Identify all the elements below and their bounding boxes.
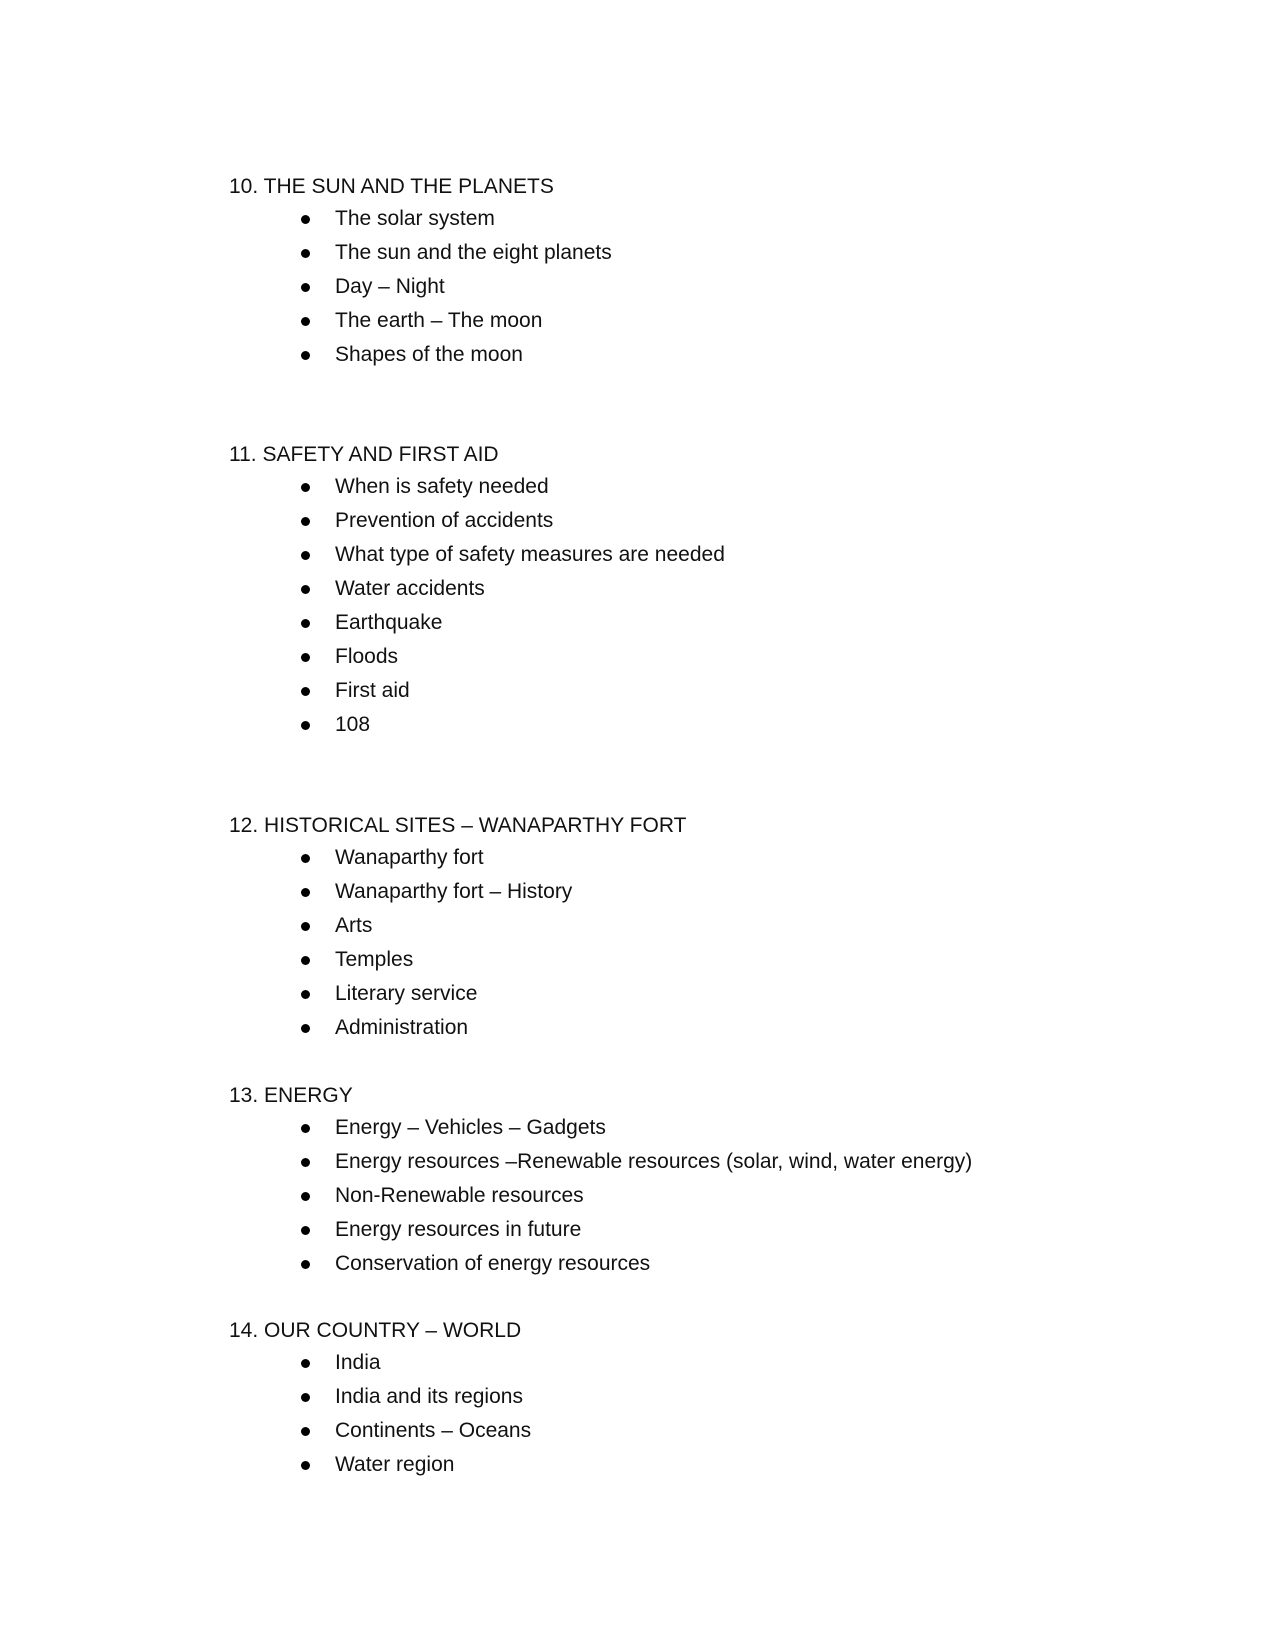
list-item-text: The sun and the eight planets [335, 241, 612, 264]
topic-list [229, 470, 1129, 742]
list-item [229, 270, 1129, 304]
list-item-text: Earthquake [335, 611, 443, 634]
bullet-icon [301, 1427, 310, 1436]
list-item [229, 1247, 1129, 1281]
list-item-text: Conservation of energy resources [335, 1252, 651, 1275]
section-heading: 11. SAFETY AND FIRST AID [229, 443, 499, 466]
section-heading: 10. THE SUN AND THE PLANETS [229, 175, 554, 198]
bullet-icon [301, 956, 310, 965]
topic-list [229, 202, 1129, 372]
list-item [229, 1448, 1129, 1482]
list-item [229, 909, 1129, 943]
list-item-text: When is safety needed [335, 475, 549, 498]
bullet-icon [301, 1024, 310, 1033]
list-item [229, 943, 1129, 977]
section-safety-and-first-aid [229, 440, 1129, 742]
list-item-text: The solar system [335, 207, 495, 230]
list-item [229, 841, 1129, 875]
list-item [229, 1111, 1129, 1145]
list-item [229, 470, 1129, 504]
list-item [229, 1213, 1129, 1247]
list-item [229, 538, 1129, 572]
bullet-icon [301, 483, 310, 492]
list-item [229, 977, 1129, 1011]
list-item [229, 236, 1129, 270]
bullet-icon [301, 990, 310, 999]
bullet-icon [301, 922, 310, 931]
bullet-icon [301, 1226, 310, 1235]
section-sun-and-planets [229, 172, 1129, 372]
list-item [229, 1011, 1129, 1045]
list-item-text: First aid [335, 679, 410, 702]
topic-list [229, 841, 1129, 1045]
list-item-text: Energy resources –Renewable resources (solar, wind, water energy) [335, 1150, 973, 1173]
bullet-icon [301, 854, 310, 863]
bullet-icon [301, 551, 310, 560]
list-item [229, 504, 1129, 538]
bullet-icon [301, 249, 310, 258]
list-item [229, 640, 1129, 674]
bullet-icon [301, 1393, 310, 1402]
bullet-icon [301, 215, 310, 224]
list-item [229, 1145, 1129, 1179]
list-item [229, 1346, 1129, 1380]
bullet-icon [301, 517, 310, 526]
bullet-icon [301, 653, 310, 662]
section-heading: 12. HISTORICAL SITES – WANAPARTHY FORT [229, 814, 687, 837]
topic-list [229, 1346, 1129, 1482]
list-item [229, 1414, 1129, 1448]
list-item-text: What type of safety measures are needed [335, 543, 725, 566]
list-item [229, 304, 1129, 338]
list-item-text: Wanaparthy fort [335, 846, 484, 869]
list-item-text: Temples [335, 948, 414, 971]
list-item-text: 108 [335, 713, 371, 736]
bullet-icon [301, 721, 310, 730]
list-item-text: Non-Renewable resources [335, 1184, 584, 1207]
list-item-text: Wanaparthy fort – History [335, 880, 573, 903]
list-item [229, 674, 1129, 708]
bullet-icon [301, 585, 310, 594]
bullet-icon [301, 619, 310, 628]
list-item [229, 606, 1129, 640]
section-historical-sites [229, 811, 1129, 1045]
list-item [229, 708, 1129, 742]
list-item-text: Arts [335, 914, 373, 937]
section-heading: 13. ENERGY [229, 1084, 353, 1107]
list-item-text: The earth – The moon [335, 309, 543, 332]
bullet-icon [301, 317, 310, 326]
bullet-icon [301, 1359, 310, 1368]
list-item-text: Administration [335, 1016, 469, 1039]
list-item [229, 875, 1129, 909]
section-energy [229, 1081, 1129, 1281]
list-item-text: Day – Night [335, 275, 445, 298]
bullet-icon [301, 888, 310, 897]
list-item-text: Water accidents [335, 577, 485, 600]
section-heading: 14. OUR COUNTRY – WORLD [229, 1319, 522, 1342]
list-item-text: India [335, 1351, 381, 1374]
list-item [229, 202, 1129, 236]
list-item [229, 572, 1129, 606]
list-item-text: Continents – Oceans [335, 1419, 532, 1442]
list-item-text: Floods [335, 645, 399, 668]
topic-list [229, 1111, 1129, 1281]
bullet-icon [301, 351, 310, 360]
bullet-icon [301, 1124, 310, 1133]
list-item [229, 1179, 1129, 1213]
list-item-text: Water region [335, 1453, 455, 1476]
list-item-text: India and its regions [335, 1385, 523, 1408]
list-item [229, 338, 1129, 372]
list-item-text: Shapes of the moon [335, 343, 523, 366]
bullet-icon [301, 1192, 310, 1201]
list-item-text: Prevention of accidents [335, 509, 554, 532]
list-item-text: Energy – Vehicles – Gadgets [335, 1116, 606, 1139]
list-item-text: Energy resources in future [335, 1218, 582, 1241]
bullet-icon [301, 687, 310, 696]
section-our-country-world [229, 1316, 1129, 1482]
list-item [229, 1380, 1129, 1414]
list-item-text: Literary service [335, 982, 478, 1005]
bullet-icon [301, 1461, 310, 1470]
bullet-icon [301, 283, 310, 292]
bullet-icon [301, 1260, 310, 1269]
bullet-icon [301, 1158, 310, 1167]
